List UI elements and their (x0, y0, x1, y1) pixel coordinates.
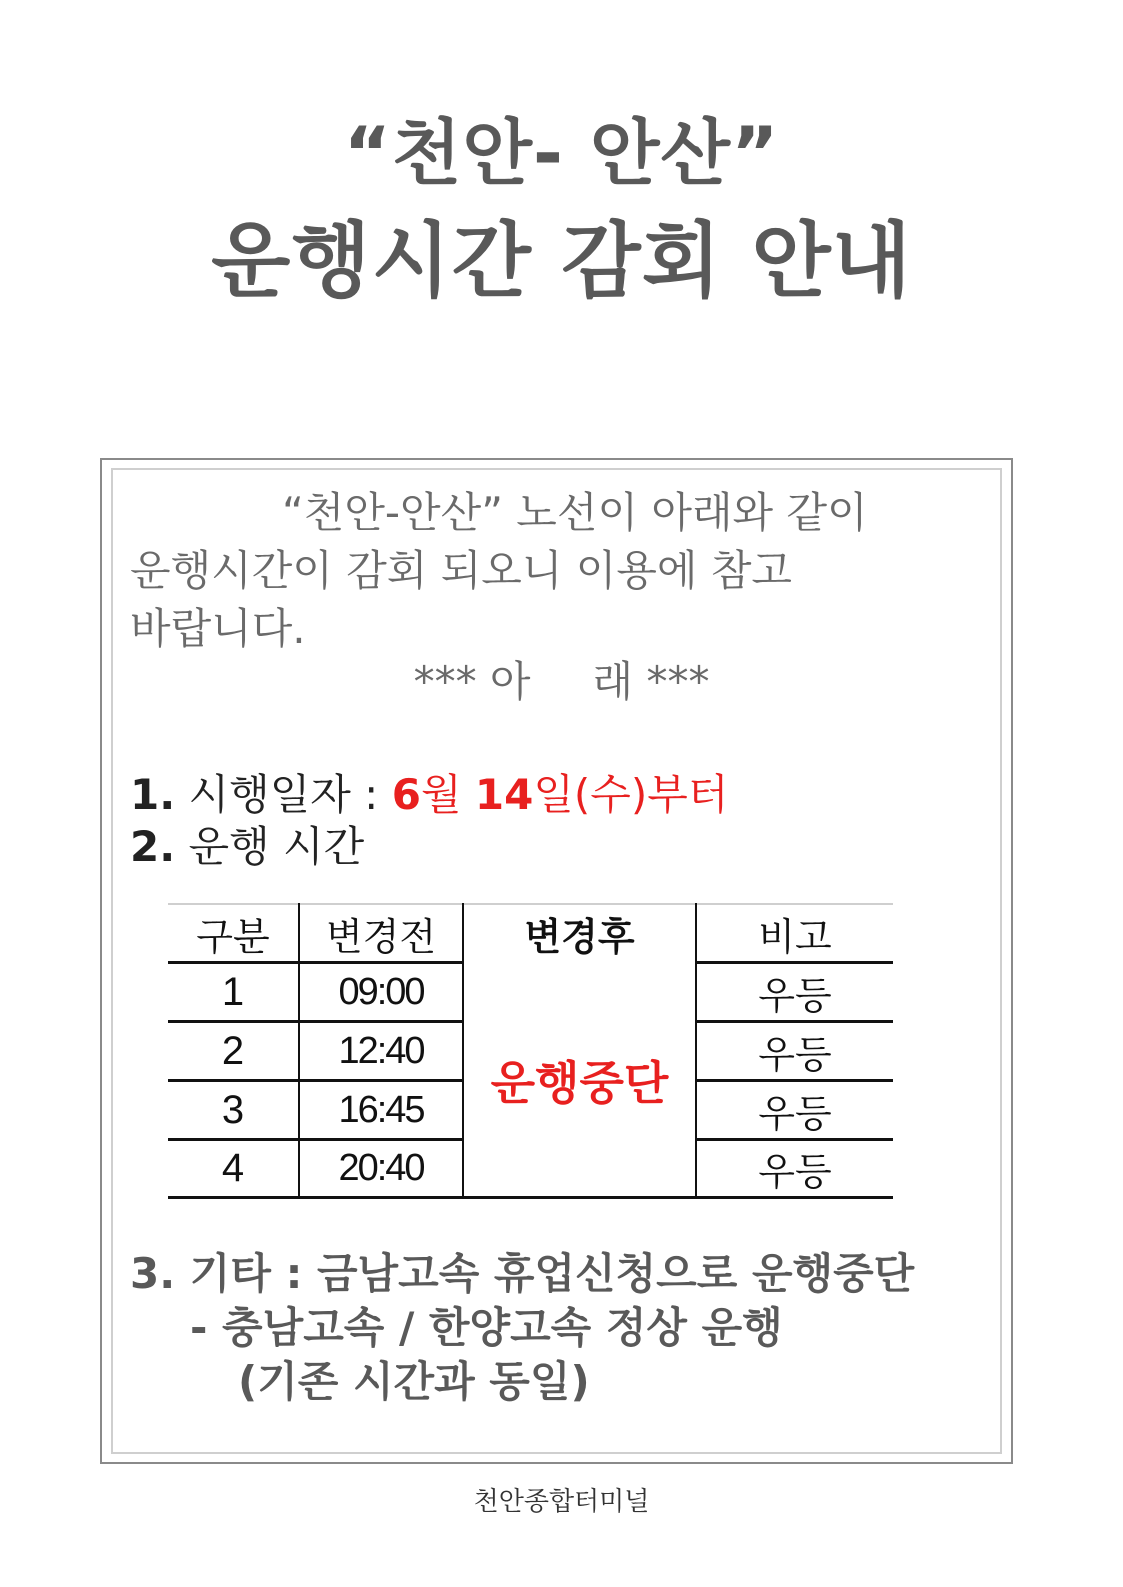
other-note-line-2: - 충남고속 / 한양고속 정상 운행 (190, 1303, 783, 1352)
header-after: 변경후 (524, 914, 635, 959)
row-number: 2 (221, 1028, 245, 1073)
other-note-line-3: (기존 시간과 동일) (238, 1357, 590, 1406)
stars-right: *** (646, 657, 710, 706)
header-before: 변경전 (325, 914, 437, 959)
schedule-table (168, 903, 893, 1198)
notice-paragraph (130, 484, 990, 658)
other-note-line-1: 3. 기타 : 금남고속 휴업신청으로 운행중단 (130, 1249, 915, 1298)
departure-time-before: 12:40 (338, 1029, 424, 1072)
row-number: 1 (221, 969, 245, 1014)
item-label: 운행 시간 (188, 822, 365, 871)
item-label: 시행일자 : (188, 770, 379, 819)
page-title-subject: 운행시간 감회 안내 (211, 214, 912, 309)
bus-class-note: 우등 (758, 1091, 832, 1136)
heading-word-a: 아 (489, 657, 531, 706)
header-category: 구분 (196, 914, 270, 959)
section-heading-below (0, 654, 1123, 710)
issuer-name: 천안종합터미널 (473, 1487, 650, 1517)
item-number: 1. (130, 770, 176, 819)
item-number: 2. (130, 822, 176, 871)
notice-line-1: “천안-안산” 노선이 아래와 같이 (282, 488, 868, 537)
departure-time-before: 16:45 (338, 1088, 424, 1131)
heading-word-b: 래 (592, 657, 634, 706)
bus-class-note: 우등 (758, 973, 832, 1018)
departure-time-before: 20:40 (338, 1147, 424, 1189)
notice-line-2: 운행시간이 감회 되오니 이용에 참고 (130, 546, 792, 595)
notice-line-3: 바랍니다. (130, 604, 306, 653)
row-number: 4 (221, 1146, 245, 1190)
page-title-route: “천안- 안산” (343, 111, 780, 195)
stars-left: *** (413, 657, 477, 706)
bus-class-note: 우등 (758, 1032, 832, 1077)
row-number: 3 (221, 1087, 245, 1132)
table-bottom-border (168, 1196, 893, 1199)
header-note: 비고 (758, 914, 832, 959)
effective-date: 6월 14일(수)부터 (391, 770, 729, 819)
effective-date-item (130, 768, 728, 822)
service-suspended-label: 운행중단 (490, 1056, 669, 1110)
departure-time-before: 09:00 (338, 970, 424, 1013)
bus-class-note: 우등 (758, 1150, 832, 1194)
operation-time-item (130, 820, 364, 874)
